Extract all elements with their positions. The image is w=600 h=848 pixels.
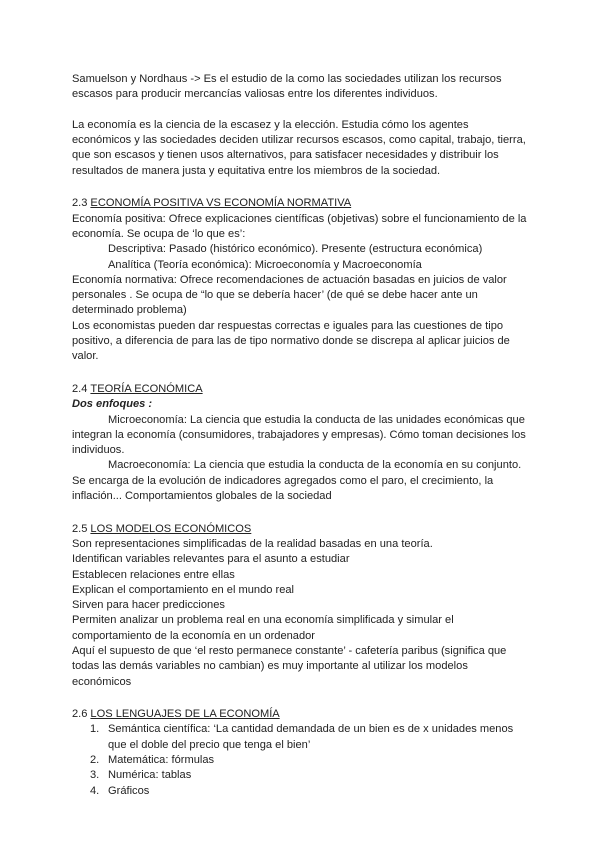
- analitica-text: Analítica (Teoría económica): Microeconomía y Macroeconomía: [108, 258, 422, 271]
- section-2-3-heading: [72, 196, 530, 211]
- intro-paragraph-2: La economía es la ciencia de la escasez y la elección. Estudia cómo los agentes económicos y las sociedades deciden utilizar recursos escasos, como capital, trabajo, tierra, que son escasos y tienen usos alternativos, para satisfacer necesidades y distribuir los resultados de manera justa y equitativa entre los miembros de la sociedad.: [72, 118, 526, 177]
- list-item-number: 1.: [90, 723, 100, 736]
- modelos-line: Establecen relaciones entre ellas: [72, 568, 235, 581]
- section-2-4-heading: [72, 382, 530, 397]
- economia-positiva-text: Economía positiva: Ofrece explicaciones científicas (objetivas) sobre el funcionamiento de la economía. Se ocupa de ‘lo que es’:: [72, 212, 527, 240]
- section-number: 2.6: [72, 708, 88, 721]
- economia-normativa-text: Economía normativa: Ofrece recomendaciones de actuación basadas en juicios de valor personales . Se ocupa de “lo que se debería hacer’ (de qué se debe hacer ante un determinado problema): [72, 273, 507, 317]
- descriptiva-text: Descriptiva: Pasado (histórico económico). Presente (estructura económica): [108, 243, 483, 256]
- section-number: 2.3: [72, 197, 88, 210]
- modelos-line: Son representaciones simplificadas de la realidad basadas en una teoría.: [72, 537, 433, 550]
- modelos-line: Permiten analizar un problema real en una economía simplificada y simular el comportamiento de la economía en un ordenador: [72, 614, 454, 642]
- section-2-5-heading: [72, 522, 530, 537]
- intro-paragraph-1: Samuelson y Nordhaus -> Es el estudio de la como las sociedades utilizan los recursos escasos para producir mercancías valiosas entre los diferentes individuos.: [72, 73, 502, 101]
- modelos-line: Explican el comportamiento en el mundo real: [72, 583, 294, 596]
- list-item-number: 3.: [90, 769, 100, 782]
- microeconomia-text: Microeconomía: La ciencia que estudia la conducta de las unidades económicas que integran la economía (consumidores, trabajadores y empresas). Cómo toman decisiones los individuos.: [72, 413, 526, 457]
- section-title: TEORÍA ECONÓMICA: [90, 382, 203, 395]
- section-title: ECONOMÍA POSITIVA VS ECONOMÍA NORMATIVA: [90, 197, 352, 210]
- section-title: LOS LENGUAJES DE LA ECONOMÍA: [90, 708, 280, 721]
- modelos-line: Identifican variables relevantes para el asunto a estudiar: [72, 553, 350, 566]
- list-item: [72, 722, 530, 753]
- economistas-text: Los economistas pueden dar respuestas correctas e iguales para las cuestiones de tipo positivo, a diferencia de para las de tipo normativo donde se discrepa al aplicar juicios de valor.: [72, 319, 510, 363]
- list-item-number: 4.: [90, 784, 100, 797]
- list-item-text: Semántica científica: ‘La cantidad demandada de un bien es de x unidades menos que el doble del precio que tenga el bien’: [108, 723, 514, 751]
- list-item-text: Matemática: fórmulas: [108, 754, 215, 767]
- section-number: 2.5: [72, 522, 88, 535]
- document-content: [72, 72, 530, 799]
- dos-enfoques-label: Dos enfoques :: [72, 398, 153, 411]
- modelos-line: Aquí el supuesto de que ‘el resto permanece constante’ - cafetería paribus (significa que todas las demás variables no cambian) es muy importante al utilizar los modelos económicos: [72, 644, 507, 688]
- list-item: [72, 784, 530, 799]
- section-title: LOS MODELOS ECONÓMICOS: [90, 522, 252, 535]
- list-item: [72, 753, 530, 768]
- list-item-text: Numérica: tablas: [108, 769, 192, 782]
- list-item-text: Gráficos: [108, 784, 150, 797]
- list-item: [72, 768, 530, 783]
- lenguajes-list: [72, 722, 530, 798]
- list-item-number: 2.: [90, 754, 100, 767]
- modelos-line: Sirven para hacer predicciones: [72, 599, 225, 612]
- macroeconomia-text: Macroeconomía: La ciencia que estudia la conducta de la economía en su conjunto. Se encarga de la evolución de indicadores agregados como el paro, el crecimiento, la inflación... Comportamientos globales de la sociedad: [72, 459, 522, 503]
- section-number: 2.4: [72, 382, 88, 395]
- section-2-6-heading: [72, 707, 530, 722]
